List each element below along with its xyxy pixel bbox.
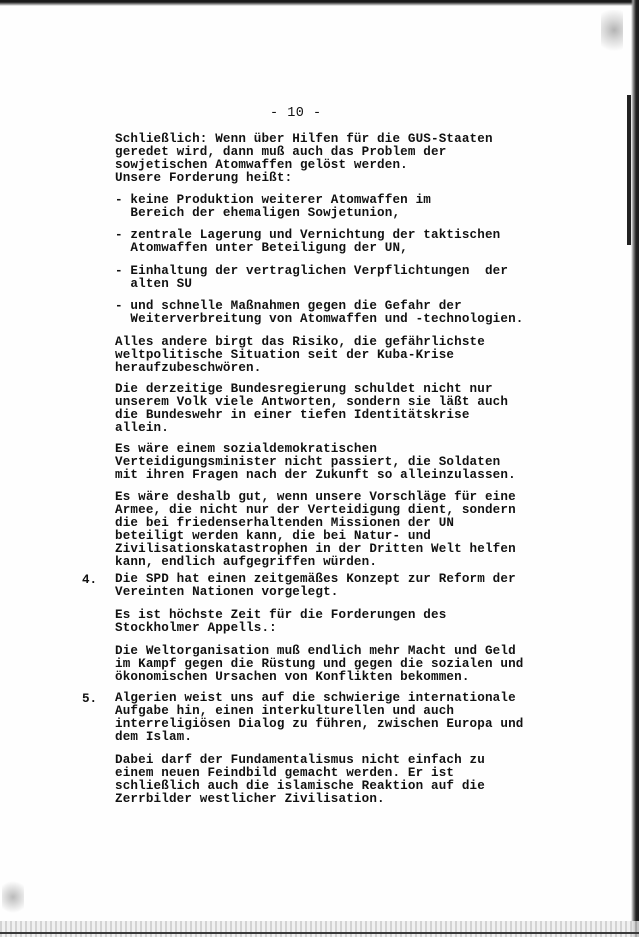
text-line: sowjetischen Atomwaffen gelöst werden. [115,158,408,172]
text-line: Zivilisationskatastrophen in der Dritten Welt helfen [115,542,516,556]
text-line: die bei friedenserhaltenden Missionen der UN [115,516,455,530]
text-line: Es wäre einem sozialdemokratischen [115,442,378,456]
text-line: mit ihren Fragen nach der Zukunft so alleinzulassen. [115,468,516,482]
scan-edge-right [631,0,639,937]
text-line: schließlich auch die islamische Reaktion auf die [115,779,485,793]
bullet-line: - zentrale Lagerung und Vernichtung der taktischen [115,228,501,242]
bullet-line: alten SU [115,277,193,291]
text-line: im Kampf gegen die Rüstung und gegen die sozialen und [115,657,524,671]
text-line: Es ist höchste Zeit für die Forderungen des [115,608,447,622]
text-line: Aufgabe hin, einen interkulturellen und auch [115,704,455,718]
section-number: 5. [82,692,98,706]
text-line: Algerien weist uns auf die schwierige internationale [115,691,516,705]
page-number: - 10 - [270,106,322,121]
scan-noise [2,877,24,917]
bullet-line: Atomwaffen unter Beteiligung der UN, [115,241,408,255]
text-line: Alles andere birgt das Risiko, die gefährlichste [115,335,485,349]
text-line: Armee, die nicht nur der Verteidigung dient, sondern [115,503,516,517]
text-line: geredet wird, dann muß auch das Problem der [115,145,447,159]
text-line: ökonomischen Ursachen von Konflikten bekommen. [115,670,470,684]
section-number: 4. [82,573,98,587]
text-line: Die Weltorganisation muß endlich mehr Macht und Geld [115,644,516,658]
text-line: unserem Volk viele Antworten, sondern sie läßt auch [115,395,509,409]
bullet-line: Bereich der ehemaligen Sowjetunion, [115,206,401,220]
text-line: einem neuen Feindbild gemacht werden. Er ist [115,766,455,780]
scan-edge-top [0,0,639,6]
scan-mark [627,95,631,245]
scan-edge-line [0,932,639,934]
text-line: Es wäre deshalb gut, wenn unsere Vorschläge für eine [115,490,516,504]
text-line: Schließlich: Wenn über Hilfen für die GUS-Staaten [115,132,493,146]
text-line: Unsere Forderung heißt: [115,171,293,185]
text-line: allein. [115,421,169,435]
text-line: Vereinten Nationen vorgelegt. [115,585,339,599]
bullet-line: - Einhaltung der vertraglichen Verpflichtungen der [115,264,509,278]
text-line: Die SPD hat einen zeitgemäßes Konzept zur Reform der [115,572,516,586]
text-line: beteiligt werden kann, die bei Natur- und [115,529,432,543]
text-line: Dabei darf der Fundamentalismus nicht einfach zu [115,753,485,767]
scan-noise [601,10,623,60]
bullet-line: Weiterverbreitung von Atomwaffen und -technologien. [115,312,524,326]
text-line: die Bundeswehr in einer tiefen Identitätskrise [115,408,470,422]
text-line: kann, endlich aufgegriffen würden. [115,555,378,569]
text-line: dem Islam. [115,730,193,744]
text-line: heraufzubeschwören. [115,361,262,375]
text-line: weltpolitische Situation seit der Kuba-Krise [115,348,455,362]
bullet-line: - keine Produktion weiterer Atomwaffen im [115,193,432,207]
text-line: Verteidigungsminister nicht passiert, die Soldaten [115,455,501,469]
text-line: Zerrbilder westlicher Zivilisation. [115,792,385,806]
bullet-line: - und schnelle Maßnahmen gegen die Gefahr der [115,299,462,313]
scan-edge-bottom [0,921,639,937]
text-line: interreligiösen Dialog zu führen, zwischen Europa und [115,717,524,731]
text-line: Die derzeitige Bundesregierung schuldet nicht nur [115,382,493,396]
text-line: Stockholmer Appells.: [115,621,277,635]
